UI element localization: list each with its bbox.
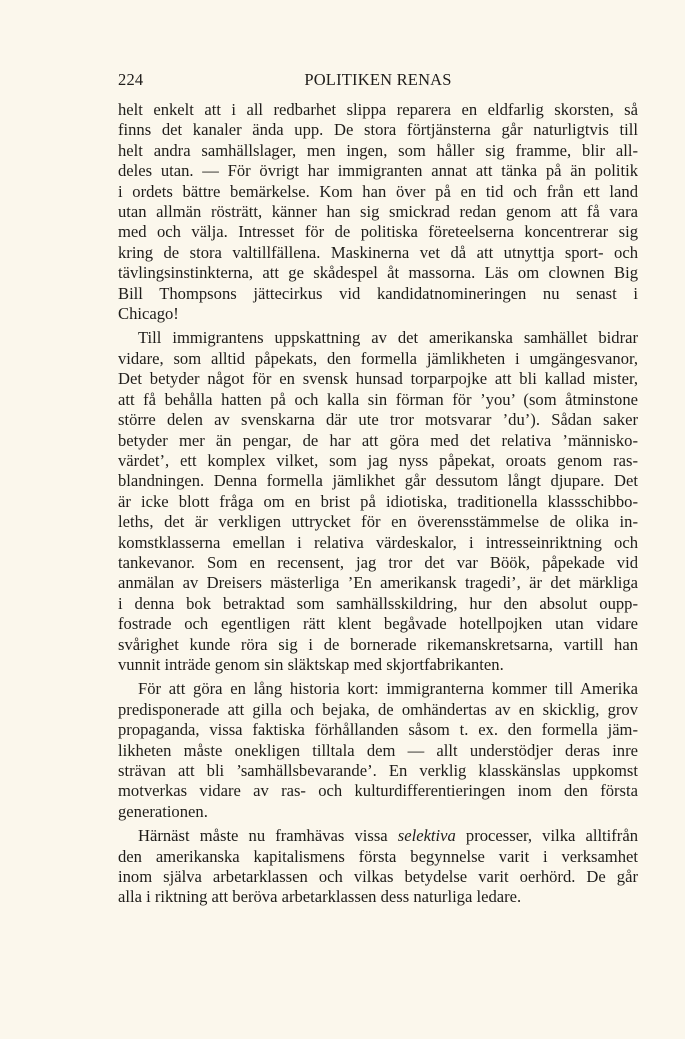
paragraph-line: komstklasserna emellan i relativa värdeskalor, i intresseinriktning och	[118, 532, 638, 552]
paragraph-line: värdet’, ett komplex vilket, som jag nyss påpekat, oroats genom ras-	[118, 450, 638, 470]
paragraph-line: finns det kanaler ända upp. De stora förtjänsterna går naturligtvis till	[118, 120, 638, 140]
paragraph-line: anmälan av Dreisers mästerliga ’En amerikansk tragedi’, är det märkliga	[118, 573, 638, 593]
paragraph-line: vunnit inträde genom sin släktskap med skjortfabrikanten.	[118, 654, 504, 674]
paragraph-line: deles utan. — För övrigt har immigranten annat att tänka på än politik	[118, 161, 638, 181]
paragraph-line: tävlingsinstinkterna, att ge skådespel åt massorna. Läs om clownen Big	[118, 263, 638, 283]
paragraph-line: För att göra en lång historia kort: immigranterna kommer till Amerika	[138, 679, 638, 699]
paragraph-line: blandningen. Denna formella jämlikhet går dessutom långt djupare. Det	[118, 471, 638, 491]
paragraph-line: helt enkelt att i all redbarhet slippa reparera en eldfarlig skorsten, så	[118, 100, 638, 119]
paragraph-line: leths, det är verkligen uttrycket för en överensstämmelse de olika in-	[118, 512, 638, 532]
paragraph-line: betyder mer än pengar, de har att göra med det relativa ’människo-	[118, 430, 638, 450]
paragraph-line: utan allmän rösträtt, känner han sig smickrad redan genom att få vara	[118, 202, 638, 222]
page-header	[118, 66, 638, 96]
paragraph-line: propaganda, vissa faktiska förhållanden såsom t. ex. den formella jäm-	[118, 720, 638, 740]
paragraph-line: Härnäst måste nu framhävas vissa selektiva processer, vilka alltifrån	[138, 826, 638, 846]
paragraph-line: Det betyder något för en svensk hunsad torparpojke att bli kallad mister,	[118, 369, 638, 389]
paragraph-line: svårighet kunde röra sig i de bornerade rikemanskretsarna, vartill han	[118, 634, 638, 654]
paragraph-1	[118, 100, 638, 324]
paragraph-line: fostrade och egentligen rätt klent begåvade hotellpojken utan vidare	[118, 614, 638, 634]
paragraph-line: helt andra samhällslager, men ingen, som håller sig framme, blir all-	[118, 140, 638, 160]
paragraph-line: Chicago!	[118, 304, 179, 324]
paragraph-line: är icke blott fråga om en brist på idiotiska, traditionella klassschibbo-	[118, 491, 638, 511]
body-text	[118, 100, 638, 908]
paragraph-line: inom själva arbetarklassen och vilkas betydelse varit oerhörd. De går	[118, 867, 638, 887]
paragraph-line: kring de stora valtillfällena. Maskinerna vet då att utnyttja sport- och	[118, 242, 638, 262]
paragraph-line: med och välja. Intresset för de politiska företeelserna koncentrerar sig	[118, 222, 638, 242]
paragraph-line: strävan att bli ’samhällsbevarande’. En verklig klasskänslas uppkomst	[118, 761, 638, 780]
paragraph-line: vidare, som alltid påpekats, den formella jämlikheten i umgängesvanor,	[118, 348, 638, 368]
paragraph-line: predisponerade att gilla och bejaka, de omhändertas av en skicklig, grov	[118, 699, 638, 719]
paragraph-line: i denna bok betraktad som samhällsskildring, hur den absolut oupp-	[118, 593, 638, 613]
paragraph-line: tankevanor. Som en recensent, jag tror det var Böök, påpekade vid	[118, 552, 638, 572]
running-head: POLITIKEN RENAS	[304, 70, 452, 89]
paragraph-line: den amerikanska kapitalismens första begynnelse varit i verksamhet	[118, 846, 638, 866]
paragraph-line: alla i riktning att beröva arbetarklassen dess naturliga ledare.	[118, 887, 522, 907]
paragraph-line: i ordets bättre bemärkelse. Kom han över på en tid och från ett land	[118, 181, 638, 201]
paragraph-line: likheten måste onekligen tilltala dem — allt understödjer deras inre	[118, 740, 638, 760]
paragraph-line: Bill Thompsons jättecirkus vid kandidatnomineringen nu senast i	[118, 283, 638, 303]
book-page	[118, 66, 638, 912]
paragraph-line: att få behålla hatten på och kalla sin förman för ’you’ (som åtminstone	[118, 389, 638, 409]
paragraph-line: motverkas vidare av ras- och kulturdifferentieringen inom den första	[118, 781, 638, 801]
paragraph-line: Till immigrantens uppskattning av det amerikanska samhället bidrar	[138, 328, 638, 348]
emphasis-text: selektiva	[397, 826, 456, 846]
paragraph-3	[118, 679, 638, 822]
paragraph-line: generationen.	[118, 801, 208, 821]
paragraph-2	[118, 328, 638, 675]
page-number: 224	[118, 70, 144, 89]
paragraph-4	[118, 826, 638, 908]
paragraph-line: större delen av svenskarna där ute tror motsvarar ’du’). Sådan saker	[118, 410, 638, 430]
